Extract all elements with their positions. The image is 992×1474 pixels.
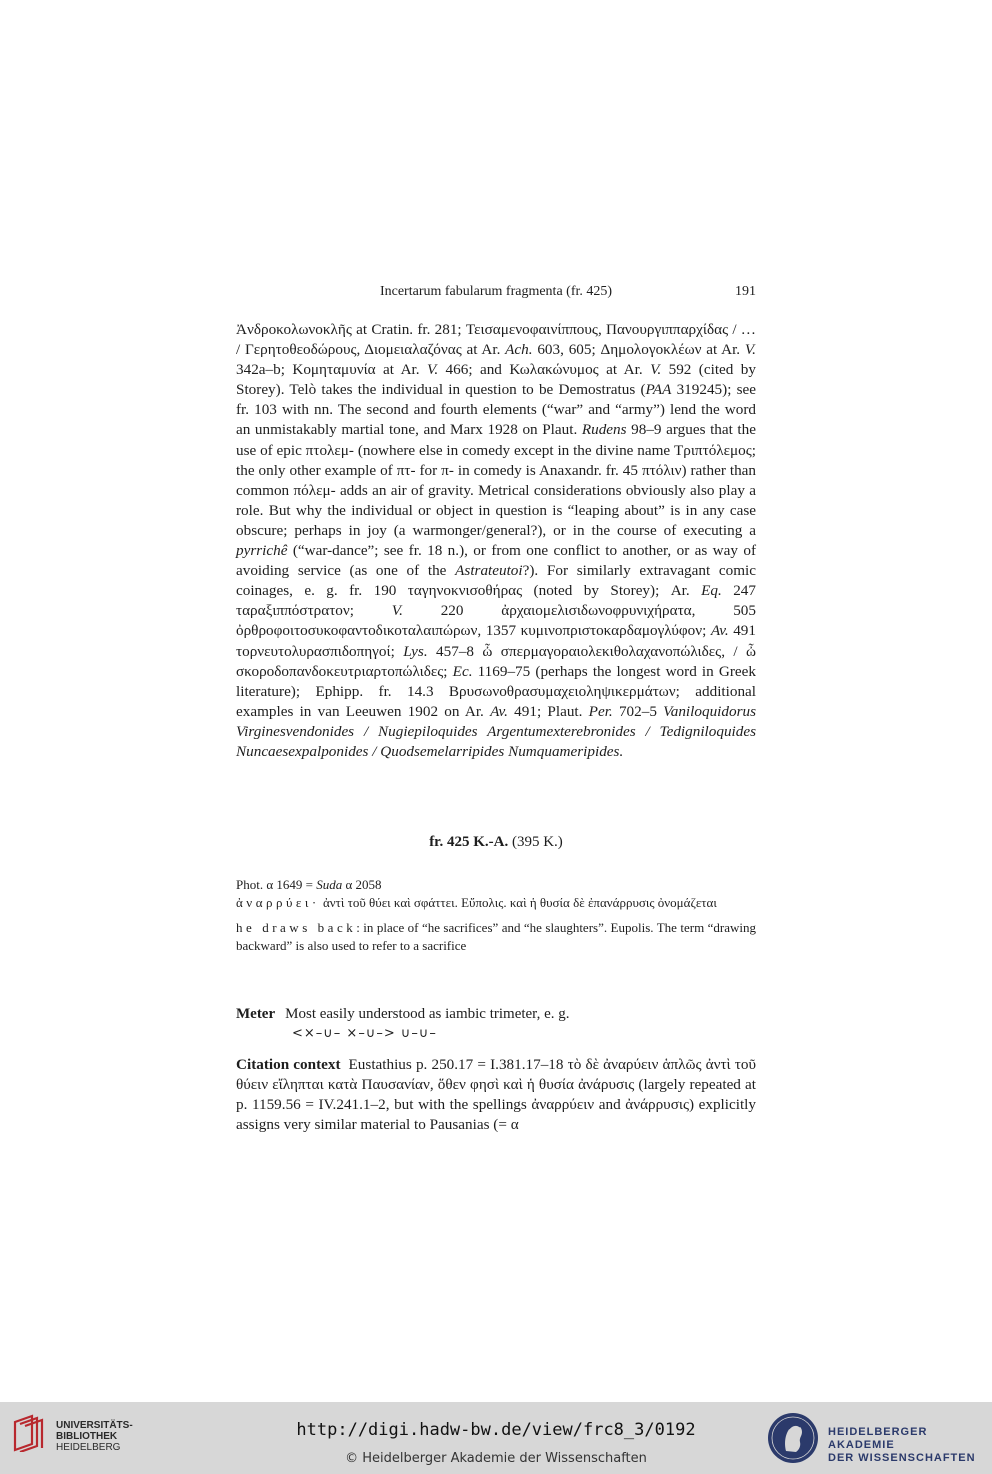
text-run: 98–9 argues that the use of epic πτολεμ- (nowhere else in comedy except in the divine name Τριπτόλεμος; the only other example of πτ- for π- in comedy is Anaxandr. fr. 45 πτόλιν) rather than common πόλεμ- adds an air of gravity. Metrical considerations obviously also play a role. But why the individual or object in question is “leaping about” is in any case obscure; perhaps in joy (a warmonger/general?), or in the course of executing a <box>236 421 756 539</box>
text-run: 342a–b; Κομηταμυνία at Ar. <box>236 361 427 379</box>
italic-run: V. <box>391 602 403 620</box>
library-name-line: UNIVERSITÄTS- <box>56 1420 133 1431</box>
translation-text <box>236 919 756 955</box>
fragment-kassel-number: (395 K.) <box>508 834 563 850</box>
text-run: 592 (cited by Storey). Telò takes the individual in question to be Demostratus ( <box>236 361 756 399</box>
text-run: 603, 605; Δημολογοκλέων at Ar. <box>532 341 745 359</box>
meter-line <box>236 1004 756 1024</box>
italic-run: PAA <box>645 381 672 399</box>
fragment-number: fr. 425 K.-A. <box>429 834 509 850</box>
meter-text: Most easily understood as iambic trimeter, e. g. <box>285 1006 570 1022</box>
italic-run: pyrrichê <box>236 542 288 560</box>
italic-run: Eq. <box>701 582 722 600</box>
text-run: 319245); see fr. 103 with nn. The second and fourth elements (“war” and “army”) lend the word an unmistakably martial tone, and Marx 1928 on Plaut. <box>236 381 757 439</box>
text-run: : in place of “he sacrifices” and “he slaughters”. Eupolis. The term “drawing backward” is also used to refer to a sacrifice <box>236 920 756 953</box>
italic-run: Astrateutoi <box>455 562 523 580</box>
text-run: ἀντὶ τοῦ θύει καὶ σφάττει. Εὔπολις. καὶ ἡ θυσία δὲ ἐπανάρρυσις ὀνομάζεται <box>319 895 717 910</box>
academy-name-line: DER WISSENSCHAFTEN <box>828 1452 976 1464</box>
italic-run: V. <box>650 361 662 379</box>
italic-run: Per. <box>588 702 613 720</box>
italic-run: Ec. <box>452 662 473 680</box>
running-head <box>236 284 756 302</box>
text-run: 466; and Κωλακώνυμος at Ar. <box>438 361 651 379</box>
italic-run: Rudens <box>581 421 627 439</box>
text-run: (“war-dance”; see fr. 18 n.), or from one conflict to another, or as way of avoiding service (as one of the <box>236 542 756 580</box>
permalink-url[interactable]: http://digi.hadw-bw.de/view/frc8_3/0192 <box>296 1420 696 1440</box>
citation-context-paragraph <box>236 1055 756 1135</box>
translation-lemma: he draws back <box>236 920 357 935</box>
text-run: 491 τορνευτολυρασπιδοπηγοί; <box>236 622 756 660</box>
viewer-footer-bar <box>0 1402 992 1474</box>
italic-run: V. <box>744 341 756 359</box>
library-name-line: HEIDELBERG <box>56 1442 121 1453</box>
greek-lemma: ἀναρρύει· <box>236 895 320 910</box>
academy-name-line: HEIDELBERGER AKADEMIE <box>828 1426 928 1451</box>
text-run: 1169–75 (perhaps the longest word in Greek literature); Ephipp. fr. 14.3 Βρυσωνοθρασυμαχειοληψικερμάτων; additional examples in van Leeuwen 1902 on Ar. <box>236 662 757 720</box>
italic-run: Vaniloquidorus Virginesvendonides / Nugiepiloquides Argentumexterebronides / Tedigniloquides Nuncaesexpalponides / Quodsemelarripides Numquameripides. <box>236 702 756 760</box>
text-run: 220 ἀρχαιομελισιδωνοφρυνιχήρατα, 505 ὀρθροφοιτοσυκοφαντοδικοταλαιπώρων, 1357 κυμινοπριστοκαρδαμογλύφον; <box>236 602 756 640</box>
italic-run: V. <box>427 361 439 379</box>
meter-label: Meter <box>236 1006 276 1022</box>
italic-run: Suda <box>316 877 343 892</box>
meter-scheme: <×–∪– ×–∪–> ∪–∪– <box>292 1026 437 1041</box>
running-title: Incertarum fabularum fragmenta (fr. 425) <box>379 284 613 299</box>
text-run: 702–5 <box>612 702 664 720</box>
italic-run: Av. <box>710 622 729 640</box>
text-run: Ἀνδροκολωνοκλῆς at Cratin. fr. 281; Τεισαμενοφαινίππους, Πανουργιππαρχίδας / … / Γερητοθεοδώρους, Διομειαλαζόνας at Ar. <box>236 321 756 359</box>
text-run: 457–8 ὦ σπερμαγοραιολεκιθολαχανοπώλιδες, / ὦ σκοροδοπανδοκευτριαρτοπώλιδες; <box>236 642 756 680</box>
italic-run: Ach. <box>505 341 533 359</box>
text-run: α 2058 <box>342 877 382 892</box>
italic-run: Lys. <box>403 642 428 660</box>
text-run: Phot. α 1649 = <box>236 877 317 892</box>
fragment-heading <box>236 834 756 851</box>
academy-name[interactable] <box>828 1426 992 1465</box>
text-run: ?). For similarly extravagant comic coinages, e. g. fr. 190 ταγηνοκνισοθήρας (noted by Storey); Ar. <box>236 562 757 600</box>
text-run: 247 ταραξιππόστρατον; <box>236 582 756 620</box>
citation-text: Eustathius p. 250.17 = I.381.17–18 τὸ δὲ ἀναρύειν ἁπλῶς ἀντὶ τοῦ θύειν εἴληπται κατὰ Παυσανίαν, ὅθεν φησὶ καὶ ἡ θυσία ἀνάρυσις (largely repeated at p. 1159.56 = IV.241.1–2, but with the spellings ἀναρρύειν and ἀνάρρυσις) explicitly assigns very similar material to Pausanias (= α <box>236 1056 756 1134</box>
citation-label: Citation context <box>236 1056 341 1073</box>
greek-source-text <box>236 894 756 912</box>
text-run: 491; Plaut. <box>507 702 589 720</box>
library-name-line: BIBLIOTHEK <box>56 1431 118 1442</box>
italic-run: Av. <box>490 702 508 720</box>
source-block <box>236 876 756 955</box>
source-reference <box>236 876 756 894</box>
commentary-paragraph <box>236 320 756 762</box>
page-number: 191 <box>735 284 756 299</box>
copyright-notice: © Heidelberger Akademie der Wissenschaften <box>345 1451 647 1466</box>
meter-section <box>236 1004 756 1044</box>
academy-seal-icon[interactable] <box>766 1411 820 1465</box>
